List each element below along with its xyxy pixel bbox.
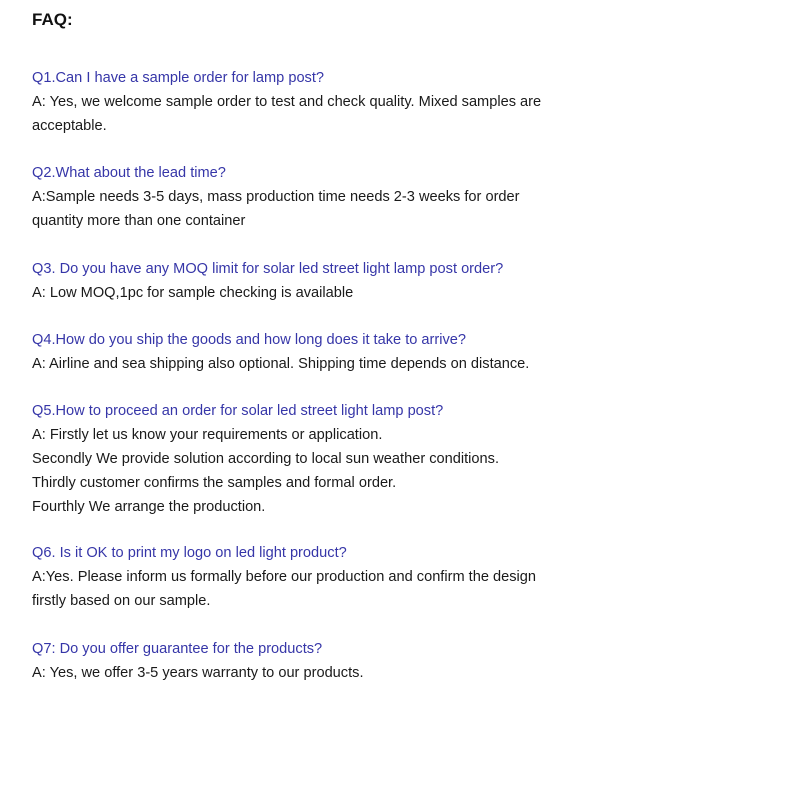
answer-line: quantity more than one container <box>32 213 246 229</box>
answer-line: A: Yes, we offer 3-5 years warranty to our products. <box>32 665 364 681</box>
answer-line: A:Yes. Please inform us formally before our production and confirm the design <box>32 569 537 585</box>
faq-item-4 <box>32 328 652 376</box>
faq-item-6 <box>32 541 652 613</box>
page-title: FAQ: <box>32 10 73 29</box>
faq-item-7 <box>32 637 652 685</box>
question: Q2.What about the lead time? <box>32 165 226 181</box>
answer-line: Thirdly customer confirms the samples and formal order. <box>32 475 397 491</box>
faq-item-1 <box>32 66 652 138</box>
faq-item-5 <box>32 399 652 519</box>
question: Q5.How to proceed an order for solar led street light lamp post? <box>32 403 444 419</box>
answer-line: acceptable. <box>32 118 107 134</box>
answer-line: A: Firstly let us know your requirements or application. <box>32 427 383 443</box>
question: Q7: Do you offer guarantee for the products? <box>32 641 323 657</box>
faq-item-3 <box>32 257 652 305</box>
answer-line: A: Yes, we welcome sample order to test and check quality. Mixed samples are <box>32 94 542 110</box>
answer-line: A:Sample needs 3-5 days, mass production time needs 2-3 weeks for order <box>32 189 520 205</box>
answer-line: Secondly We provide solution according to local sun weather conditions. <box>32 451 499 467</box>
answer-line: Fourthly We arrange the production. <box>32 499 266 515</box>
question: Q4.How do you ship the goods and how long does it take to arrive? <box>32 332 467 348</box>
question: Q1.Can I have a sample order for lamp post? <box>32 70 325 86</box>
faq-item-2 <box>32 161 652 233</box>
answer-line: A: Low MOQ,1pc for sample checking is available <box>32 285 354 301</box>
answer-line: firstly based on our sample. <box>32 593 211 609</box>
question: Q6. Is it OK to print my logo on led light product? <box>32 545 347 561</box>
question: Q3. Do you have any MOQ limit for solar led street light lamp post order? <box>32 261 504 277</box>
answer-line: A: Airline and sea shipping also optional. Shipping time depends on distance. <box>32 356 530 372</box>
